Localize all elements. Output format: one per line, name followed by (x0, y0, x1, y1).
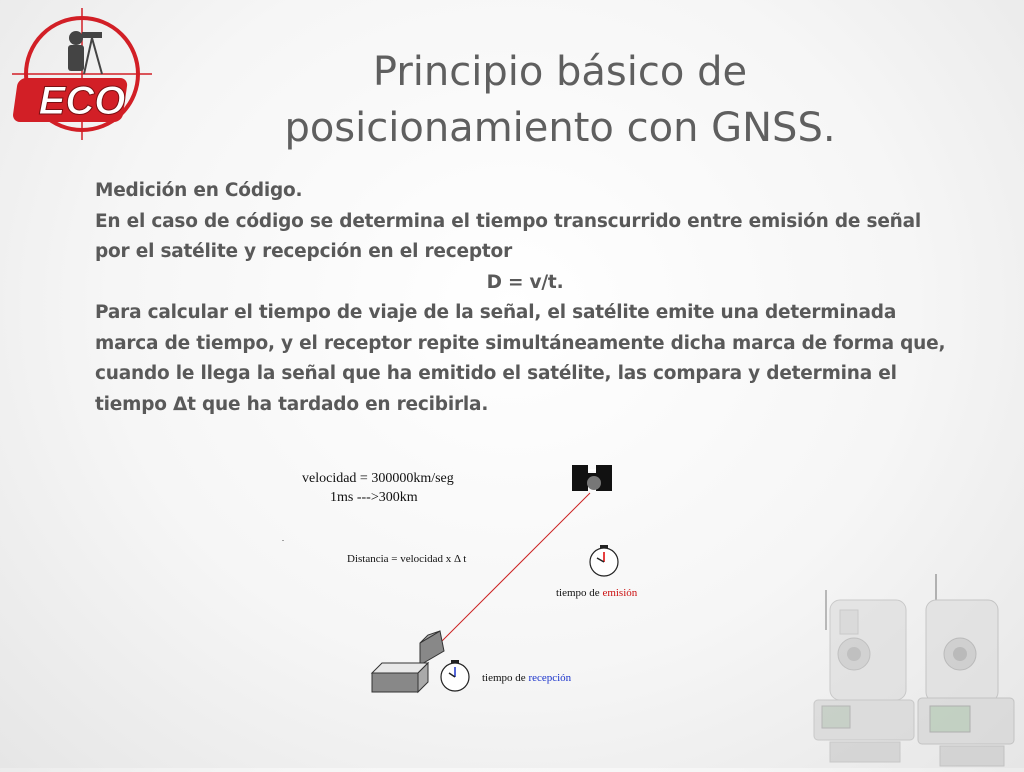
surveyor-icon (68, 31, 102, 74)
ms-distance-label: 1ms --->300km (330, 490, 418, 505)
reception-prefix: tiempo de (482, 672, 529, 684)
receiver-box-icon (372, 663, 428, 692)
section-heading: Medición en Código. (95, 180, 303, 201)
emission-clock-icon (590, 545, 618, 576)
title-line-1: Principio básico de (372, 49, 748, 95)
slide-body (95, 176, 955, 420)
eco-logo-graphic (12, 8, 152, 140)
receiver-antenna-icon (420, 631, 444, 665)
distance-formula: D = v/t. (486, 271, 564, 293)
emission-time-label (556, 587, 638, 599)
speed-label: velocidad = 300000km/seg (302, 471, 454, 486)
paragraph-travel-time: Para calcular el tiempo de viaje de la señal, el satélite emite una determinada marca de tiempo, y el receptor repite simultáneamente dicha marca de forma que, cuando le llega la señal que ha emitido el satélite, las compara y determina el tiempo Δt que ha tardado en recibirla. (95, 302, 946, 415)
emission-prefix: tiempo de (556, 587, 603, 599)
reception-time-label (482, 672, 572, 684)
paragraph-code-measurement: En el caso de código se determina el tiempo transcurrido entre emisión de señal por el satélite y recepción en el receptor (95, 210, 922, 262)
satellite-icon (572, 465, 612, 491)
title-line-2: posicionamiento con GNSS. (284, 105, 836, 151)
gnss-timing-diagram (270, 455, 690, 705)
distance-formula-label: Distancia = velocidad x Δ t (347, 553, 467, 565)
dot-mark: . (282, 534, 284, 543)
emission-word: emisión (602, 587, 638, 599)
total-station-left-icon (814, 590, 914, 762)
slide-title (220, 44, 900, 156)
total-station-images (800, 570, 1024, 768)
reception-word: recepción (528, 672, 572, 684)
logo-text: ECO (38, 79, 126, 123)
reception-clock-icon (441, 660, 469, 691)
eco-logo (12, 8, 152, 140)
signal-path-line (442, 493, 590, 641)
total-station-right-icon (918, 574, 1014, 766)
